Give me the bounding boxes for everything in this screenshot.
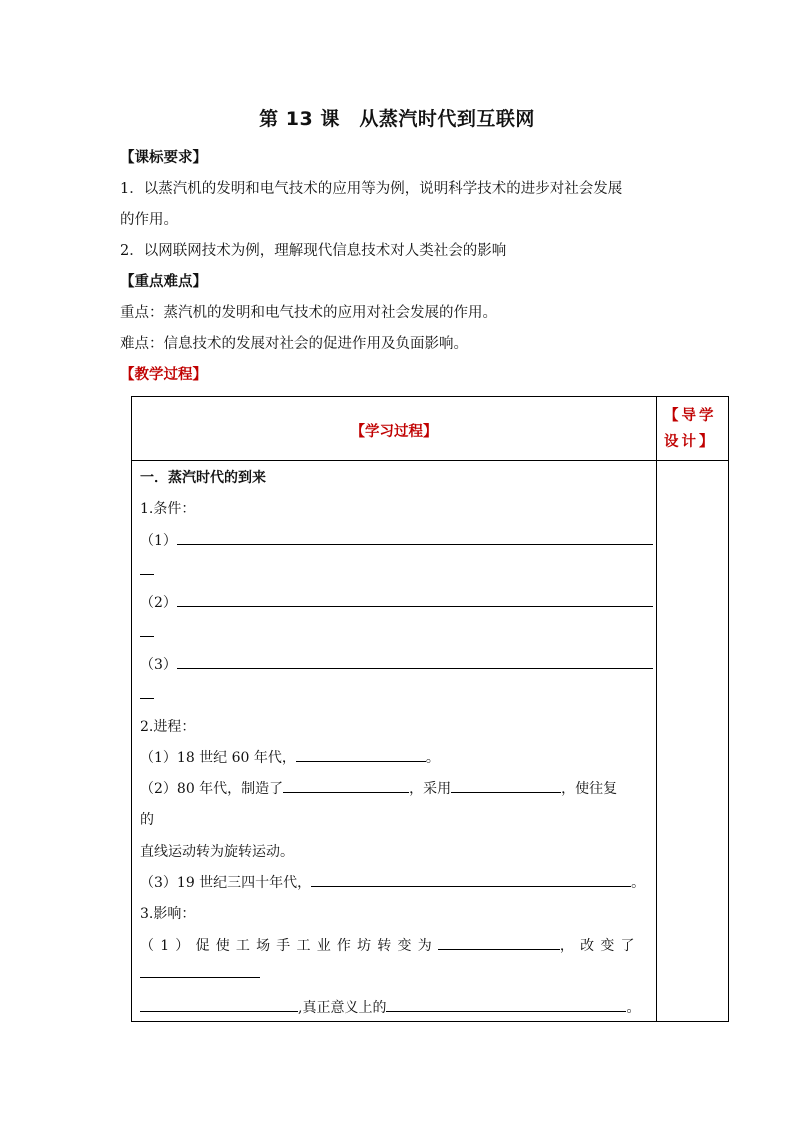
header-learning-process: 【学习过程】 xyxy=(350,424,438,440)
progress-1-end: 。 xyxy=(425,750,440,766)
condition-2 xyxy=(140,592,653,612)
progress-2-cont2: 直线运动转为旋转运动。 xyxy=(140,844,294,860)
progress-2-mid: ，采用 xyxy=(409,781,452,797)
progress-1 xyxy=(140,747,440,767)
condition-1-label: （1） xyxy=(140,533,177,549)
fill-blank[interactable] xyxy=(177,592,653,607)
header-guide-line2: 设计】 xyxy=(664,434,717,450)
fill-blank[interactable] xyxy=(140,684,154,699)
fill-blank[interactable] xyxy=(283,778,409,793)
impact-label: 3.影响： xyxy=(140,906,196,922)
curriculum-item-1-cont: 的作用。 xyxy=(120,212,178,228)
focus-heading: 【重点难点】 xyxy=(120,274,207,290)
progress-2-text: （2）80 年代，制造了 xyxy=(140,781,284,797)
column-divider xyxy=(656,397,657,1021)
impact-1-end: 。 xyxy=(626,1000,641,1016)
condition-1-cont xyxy=(140,560,154,579)
fill-blank[interactable] xyxy=(438,935,560,950)
progress-1-text: （1）18 世纪 60 年代， xyxy=(140,750,296,766)
progress-label: 2.进程： xyxy=(140,719,196,735)
curriculum-item-1: 1．以蒸汽机的发明和电气技术的应用等为例，说明科学技术的进步对社会发展 xyxy=(120,181,623,197)
condition-3-cont xyxy=(140,684,154,703)
impact-1-text: （1）促使工场手工业作坊转变为 xyxy=(140,938,438,954)
progress-3 xyxy=(140,872,645,892)
focus-key: 重点：蒸汽机的发明和电气技术的应用对社会发展的作用。 xyxy=(120,305,497,321)
fill-blank[interactable] xyxy=(177,530,653,545)
progress-2-tail: ，使往复 xyxy=(561,781,618,797)
page-title: 第 13 课 从蒸汽时代到互联网 xyxy=(259,108,535,130)
learning-table xyxy=(131,396,729,1022)
impact-1-cont-text: ,真正意义上的 xyxy=(298,1000,387,1016)
fill-blank[interactable] xyxy=(140,622,154,637)
impact-1-cont xyxy=(140,997,640,1017)
progress-2 xyxy=(140,778,617,798)
progress-2-cont: 的 xyxy=(140,812,154,828)
fill-blank[interactable] xyxy=(140,997,298,1012)
header-guide-line1: 【导学 xyxy=(664,408,717,424)
header-guide-design xyxy=(664,403,724,455)
condition-3 xyxy=(140,654,653,674)
fill-blank[interactable] xyxy=(296,747,426,762)
fill-blank[interactable] xyxy=(140,963,260,978)
fill-blank[interactable] xyxy=(451,778,561,793)
curriculum-item-2: 2．以网联网技术为例，理解现代信息技术对人类社会的影响 xyxy=(120,243,507,259)
curriculum-heading: 【课标要求】 xyxy=(120,150,207,166)
fill-blank[interactable] xyxy=(386,997,626,1012)
impact-1 xyxy=(140,935,641,955)
header-divider xyxy=(132,460,728,461)
process-heading: 【教学过程】 xyxy=(120,367,207,383)
fill-blank[interactable] xyxy=(140,560,154,575)
impact-1-mid: ，改变了 xyxy=(559,938,641,954)
condition-3-label: （3） xyxy=(140,657,177,673)
fill-blank[interactable] xyxy=(177,654,653,669)
focus-difficulty: 难点：信息技术的发展对社会的促进作用及负面影响。 xyxy=(120,336,468,352)
condition-2-cont xyxy=(140,622,154,641)
condition-1 xyxy=(140,530,653,550)
section-steam-age: 一．蒸汽时代的到来 xyxy=(140,470,266,486)
impact-1-blank-line xyxy=(140,963,260,982)
progress-3-end: 。 xyxy=(631,875,646,891)
condition-2-label: （2） xyxy=(140,595,177,611)
fill-blank[interactable] xyxy=(311,872,631,887)
conditions-label: 1.条件： xyxy=(140,501,196,517)
progress-3-text: （3）19 世纪三四十年代， xyxy=(140,875,312,891)
